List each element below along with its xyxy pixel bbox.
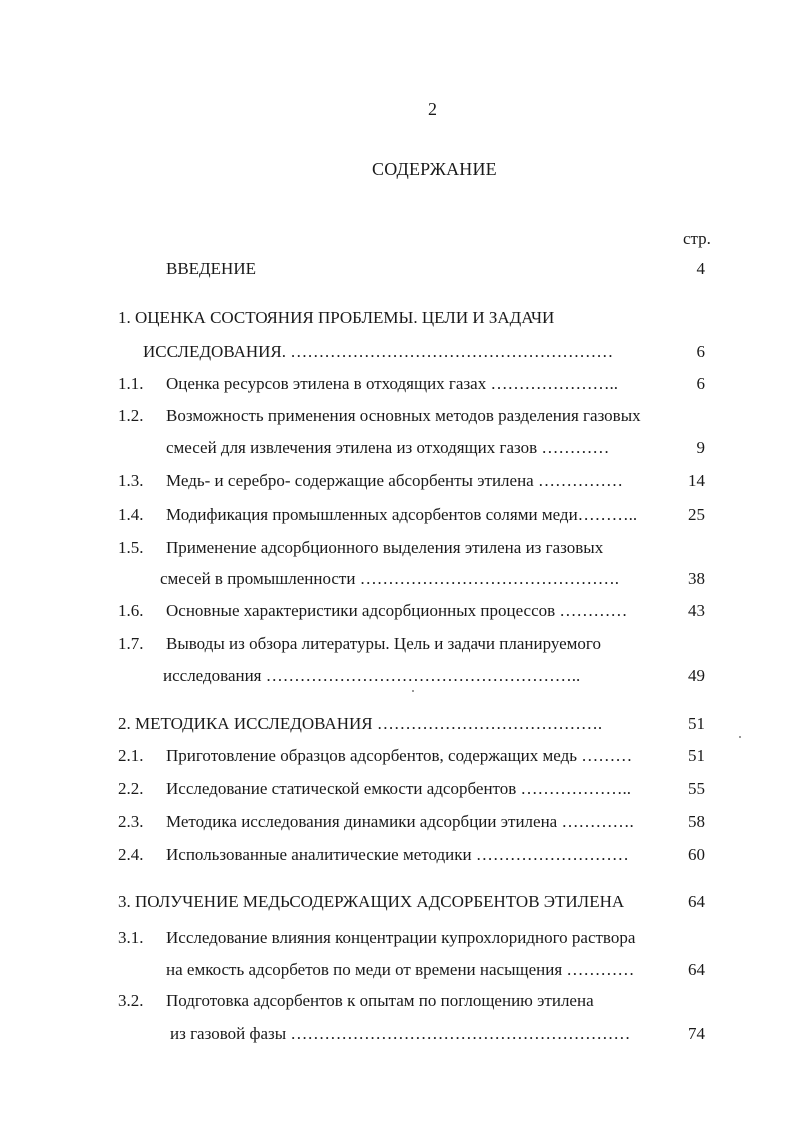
toc-item-page: 38 <box>688 569 705 588</box>
toc-item-text: Исследование статической емкости адсорбентов ……………….. <box>166 779 632 798</box>
toc-item-number: 1.5. <box>118 538 144 557</box>
toc-item-text: Возможность применения основных методов разделения газовых <box>166 406 641 425</box>
toc-item-text: Оценка ресурсов этилена в отходящих газах ………………….. <box>166 374 618 393</box>
scan-speck <box>412 690 414 692</box>
section-1-page: 6 <box>696 342 705 361</box>
toc-item-number: 1.6. <box>118 601 144 620</box>
toc-intro: ВВЕДЕНИЕ <box>166 259 256 278</box>
toc-item-text: Исследование влияния концентрации купрохлоридного раствора <box>166 928 636 947</box>
section-3-heading: 3. ПОЛУЧЕНИЕ МЕДЬСОДЕРЖАЩИХ АДСОРБЕНТОВ ЭТИЛЕНА <box>118 892 625 911</box>
toc-item-number: 1.7. <box>118 634 144 653</box>
toc-item-page: 64 <box>688 960 705 979</box>
toc-item-number: 3.1. <box>118 928 144 947</box>
toc-item-page: 51 <box>688 746 705 765</box>
section-1-heading-cont: ИССЛЕДОВАНИЯ. ………………………………………………… <box>143 342 614 361</box>
toc-item-page: 43 <box>688 601 705 620</box>
toc-item-text-cont: смесей для извлечения этилена из отходящих газов ………… <box>166 438 610 457</box>
toc-item-number: 2.3. <box>118 812 144 831</box>
toc-item-text: Приготовление образцов адсорбентов, содержащих медь ……… <box>166 746 633 765</box>
toc-item-page: 14 <box>688 471 705 490</box>
toc-item-text: Использованные аналитические методики ……………………… <box>166 845 629 864</box>
toc-item-number: 2.4. <box>118 845 144 864</box>
section-2-heading: 2. МЕТОДИКА ИССЛЕДОВАНИЯ …………………………………. <box>118 714 603 733</box>
toc-intro-page: 4 <box>696 259 705 278</box>
toc-item-text: Медь- и серебро- содержащие абсорбенты этилена …………… <box>166 471 623 490</box>
toc-item-number: 1.3. <box>118 471 144 490</box>
section-3-page: 64 <box>688 892 705 911</box>
page-number: 2 <box>428 99 437 119</box>
toc-item-text-cont: смесей в промышленности ………………………………………. <box>160 569 619 588</box>
toc-item-number: 1.2. <box>118 406 144 425</box>
page-column-label: стр. <box>683 229 711 248</box>
toc-item-text: Основные характеристики адсорбционных процессов ………… <box>166 601 628 620</box>
toc-item-page: 6 <box>696 374 705 393</box>
toc-item-text-cont: из газовой фазы …………………………………………………… <box>170 1024 631 1043</box>
toc-item-number: 3.2. <box>118 991 144 1010</box>
toc-item-number: 2.2. <box>118 779 144 798</box>
toc-item-text: Выводы из обзора литературы. Цель и задачи планируемого <box>166 634 601 653</box>
toc-item-number: 1.1. <box>118 374 144 393</box>
page-title: СОДЕРЖАНИЕ <box>372 159 497 179</box>
toc-item-number: 1.4. <box>118 505 144 524</box>
toc-item-page: 49 <box>688 666 705 685</box>
toc-item-text: Методика исследования динамики адсорбции этилена …………. <box>166 812 634 831</box>
toc-item-page: 58 <box>688 812 705 831</box>
toc-item-text: Подготовка адсорбентов к опытам по поглощению этилена <box>166 991 594 1010</box>
toc-item-text-cont: исследования ……………………………………………….. <box>163 666 581 685</box>
toc-item-number: 2.1. <box>118 746 144 765</box>
section-1-heading: 1. ОЦЕНКА СОСТОЯНИЯ ПРОБЛЕМЫ. ЦЕЛИ И ЗАДАЧИ <box>118 308 555 327</box>
section-2-page: 51 <box>688 714 705 733</box>
scan-speck <box>739 736 741 738</box>
toc-item-page: 25 <box>688 505 705 524</box>
toc-item-page: 60 <box>688 845 705 864</box>
toc-item-page: 9 <box>696 438 705 457</box>
toc-item-text: Модификация промышленных адсорбентов солями меди……….. <box>166 505 638 524</box>
toc-item-text: Применение адсорбционного выделения этилена из газовых <box>166 538 604 557</box>
toc-item-page: 74 <box>688 1024 705 1043</box>
toc-item-text-cont: на емкость адсорбетов по меди от времени насыщения ………… <box>166 960 635 979</box>
toc-item-page: 55 <box>688 779 705 798</box>
